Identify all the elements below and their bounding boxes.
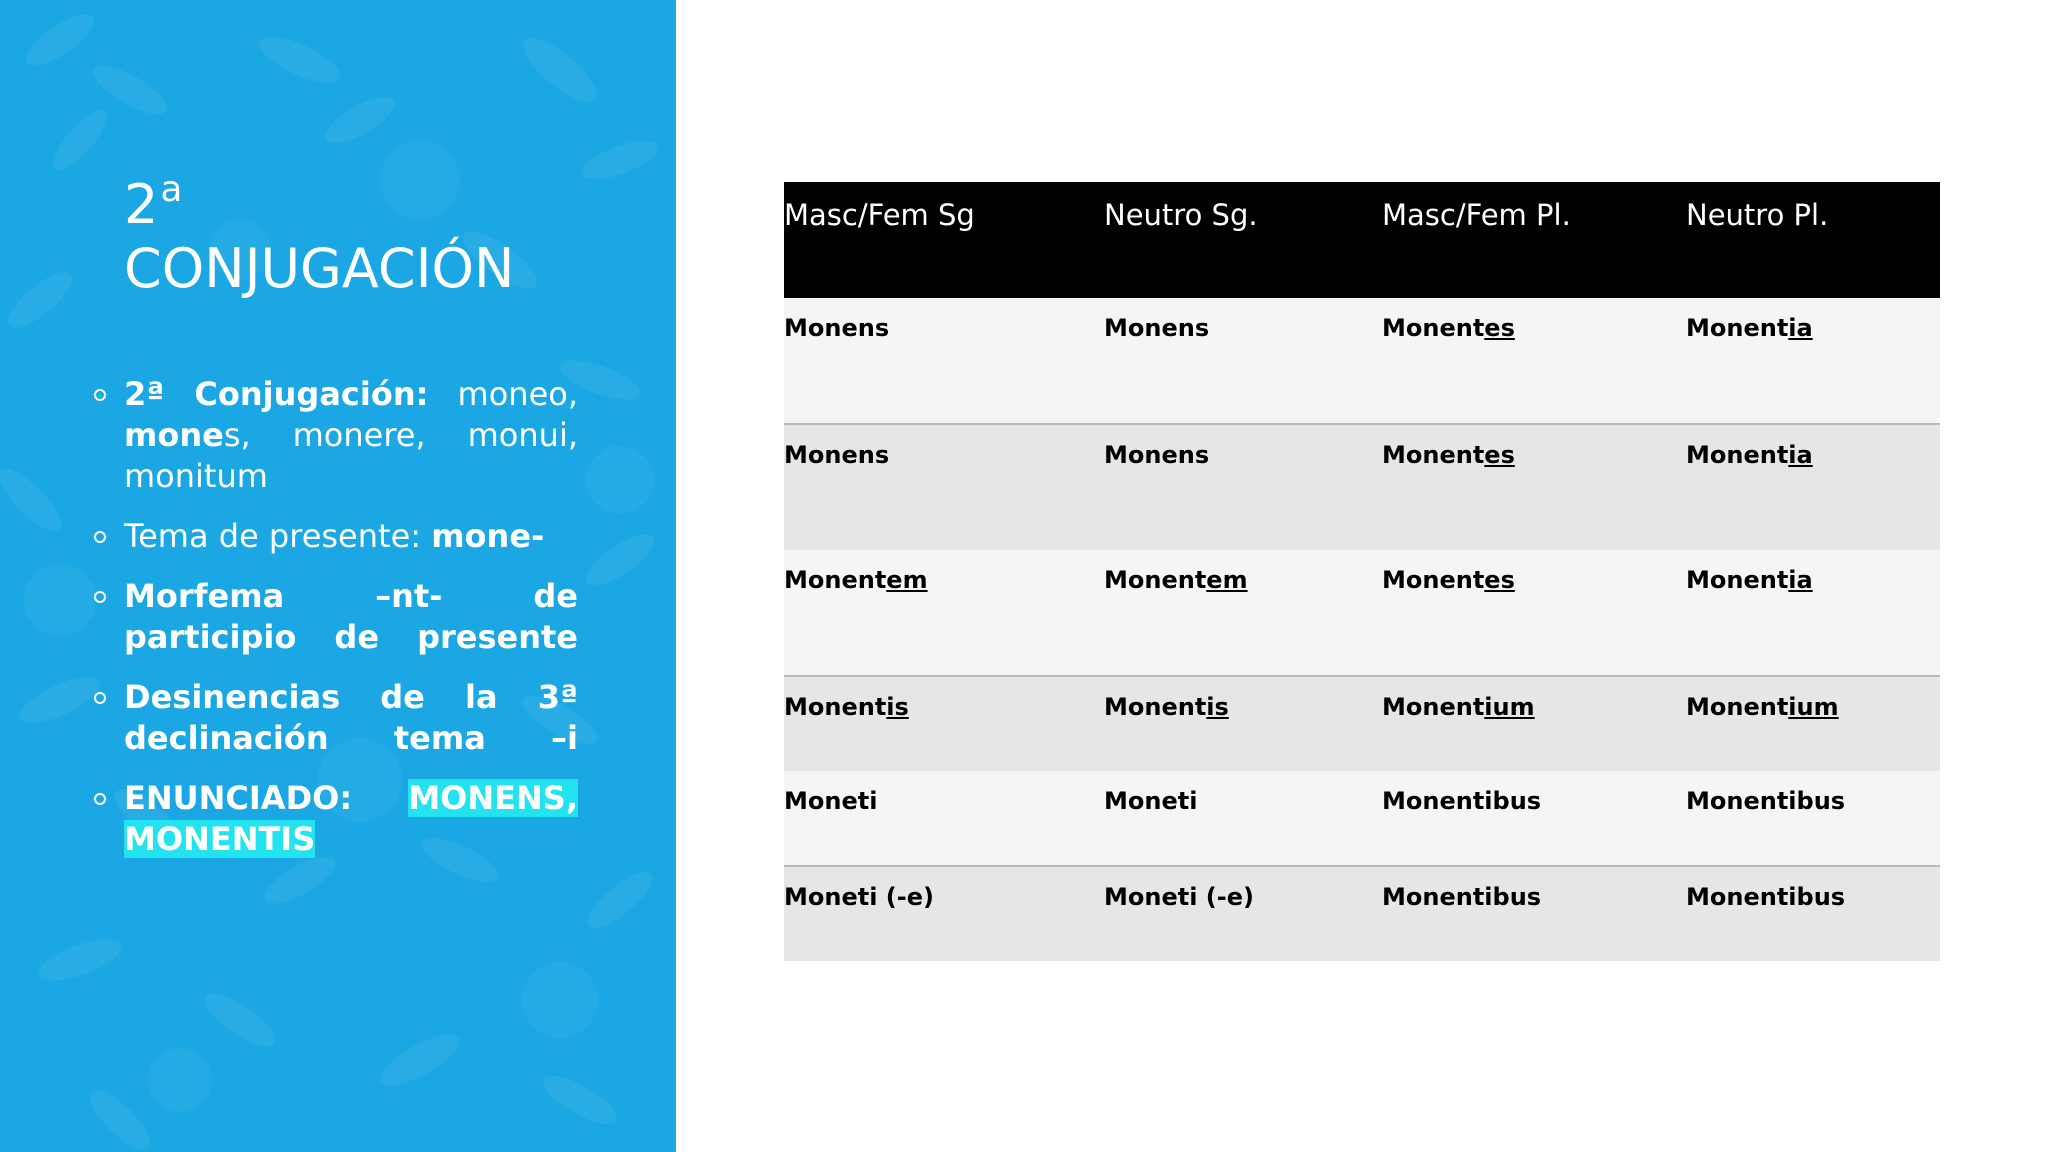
cell-stem: Monens xyxy=(1104,441,1210,469)
title-word: CONJUGACIÓN xyxy=(124,237,515,300)
table-cell xyxy=(1104,676,1382,771)
header-masc-fem-pl: Masc/Fem Pl. xyxy=(1382,182,1686,298)
highlighted-statement: MONENS, MONENTIS xyxy=(124,779,578,858)
table-row xyxy=(784,676,1940,771)
table-cell xyxy=(1382,550,1686,676)
bullet-morpheme xyxy=(124,576,578,658)
cell-stem: Monent xyxy=(784,566,887,594)
title-number: 2 xyxy=(124,173,159,236)
cell-ending: es xyxy=(1484,566,1515,594)
table-cell xyxy=(1104,424,1382,550)
table-cell xyxy=(1382,424,1686,550)
cell-stem: Monens xyxy=(784,314,890,342)
table-cell xyxy=(784,866,1104,961)
title-superscript: a xyxy=(160,169,183,210)
header-masc-fem-sg: Masc/Fem Sg xyxy=(784,182,1104,298)
bullet-text: moneo, xyxy=(428,375,578,413)
table-row xyxy=(784,771,1940,866)
table-cell xyxy=(1686,550,1940,676)
bullet-bold: mone xyxy=(124,416,224,454)
bullet-endings xyxy=(124,677,578,759)
cell-stem: Monent xyxy=(1382,693,1485,721)
table-cell xyxy=(1382,298,1686,424)
bullet-statement xyxy=(124,778,578,860)
cell-ending: es xyxy=(1484,314,1515,342)
table-cell xyxy=(784,771,1104,866)
table-cell xyxy=(1382,866,1686,961)
table-cell xyxy=(1686,866,1940,961)
cell-stem: Monent xyxy=(1686,566,1789,594)
cell-stem: Monent xyxy=(1686,693,1789,721)
header-neutro-pl: Neutro Pl. xyxy=(1686,182,1940,298)
cell-stem: Monent xyxy=(1686,314,1789,342)
cell-stem: Monentibus xyxy=(1686,883,1846,911)
table-cell xyxy=(784,424,1104,550)
cell-ending: ia xyxy=(1788,566,1813,594)
declension-table-container xyxy=(784,182,1940,961)
table-row xyxy=(784,424,1940,550)
bullet-bold: ENUNCIADO: xyxy=(124,779,353,817)
table-cell xyxy=(1104,550,1382,676)
bullet-present-stem xyxy=(124,516,578,557)
cell-ending: ium xyxy=(1484,693,1535,721)
cell-ending: es xyxy=(1484,441,1515,469)
cell-ending: is xyxy=(886,693,909,721)
table-cell xyxy=(1686,771,1940,866)
cell-stem: Monent xyxy=(1686,441,1789,469)
cell-stem: Moneti (-e) xyxy=(784,883,934,911)
table-cell xyxy=(1104,866,1382,961)
bullet-bold: Morfema –nt- de participio de presente xyxy=(124,577,578,656)
table-row xyxy=(784,866,1940,961)
table-cell xyxy=(1382,676,1686,771)
table-cell xyxy=(1686,424,1940,550)
cell-stem: Monentibus xyxy=(1382,787,1542,815)
bullet-list xyxy=(124,374,578,879)
table-cell xyxy=(1686,676,1940,771)
bullet-conjugation xyxy=(124,374,578,497)
table-header-row xyxy=(784,182,1940,298)
table-row xyxy=(784,550,1940,676)
bullet-bold: Desinencias de la 3ª declinación tema –i xyxy=(124,678,578,757)
cell-stem: Monentibus xyxy=(1686,787,1846,815)
cell-stem: Monens xyxy=(1104,314,1210,342)
cell-stem: Monent xyxy=(1104,566,1207,594)
table-cell xyxy=(784,550,1104,676)
table-cell xyxy=(1382,771,1686,866)
cell-stem: Monent xyxy=(1104,693,1207,721)
cell-stem: Moneti xyxy=(1104,787,1198,815)
cell-ending: em xyxy=(886,566,928,594)
bullet-bold: 2ª Conjugación: xyxy=(124,375,429,413)
cell-ending: is xyxy=(1206,693,1229,721)
cell-stem: Monentibus xyxy=(1382,883,1542,911)
table-body xyxy=(784,298,1940,961)
cell-ending: ia xyxy=(1788,441,1813,469)
cell-stem: Monens xyxy=(784,441,890,469)
left-panel xyxy=(0,0,676,1152)
cell-ending: ia xyxy=(1788,314,1813,342)
header-neutro-sg: Neutro Sg. xyxy=(1104,182,1382,298)
table-row xyxy=(784,298,1940,424)
bullet-bold: mone- xyxy=(431,517,545,555)
table-cell xyxy=(784,298,1104,424)
declension-table xyxy=(784,182,1940,961)
table-cell xyxy=(1104,771,1382,866)
table-cell xyxy=(784,676,1104,771)
cell-stem: Monent xyxy=(1382,441,1485,469)
bullet-text: s, monere, monui, monitum xyxy=(124,416,578,495)
table-cell xyxy=(1104,298,1382,424)
cell-stem: Moneti (-e) xyxy=(1104,883,1254,911)
cell-ending: ium xyxy=(1788,693,1839,721)
cell-stem: Monent xyxy=(784,693,887,721)
table-cell xyxy=(1686,298,1940,424)
bullet-text: Tema de presente: xyxy=(124,517,432,555)
cell-stem: Monent xyxy=(1382,314,1485,342)
slide-title xyxy=(124,158,644,301)
cell-stem: Moneti xyxy=(784,787,878,815)
cell-ending: em xyxy=(1206,566,1248,594)
cell-stem: Monent xyxy=(1382,566,1485,594)
